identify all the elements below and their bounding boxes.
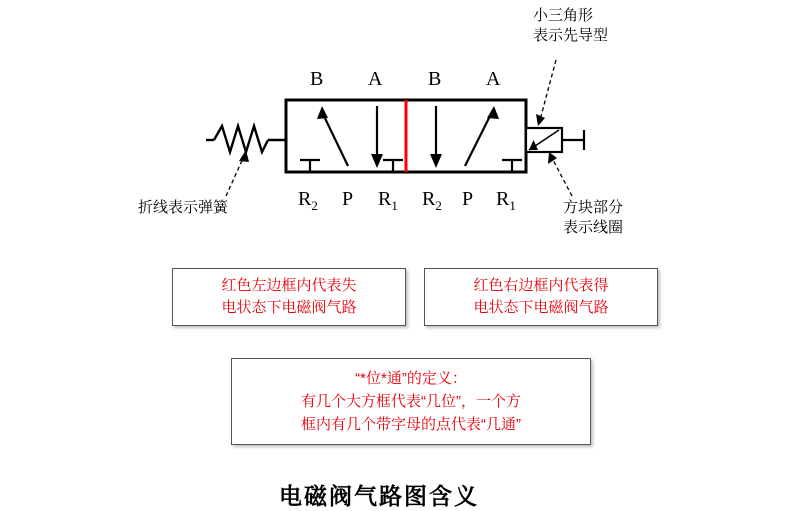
coil-note (563, 198, 623, 238)
pilot-note-line2: 表示先导型 (533, 27, 609, 44)
valve-label-top-3: B (428, 68, 442, 90)
pilot-note-leader (540, 60, 556, 120)
diagram-caption: 电磁阀气路图含义 (279, 483, 479, 509)
pilot-note-line1: 小三角形 (533, 7, 594, 24)
valve-label-bottom-right-1: $R_2$ (422, 188, 442, 213)
valve-label-bottom-left-2: P (342, 188, 354, 210)
valve-label-bottom-right-2: P (462, 188, 474, 210)
valve-label-top-1: B (310, 68, 324, 90)
spring-note: 折线表示弹簧 (138, 199, 229, 216)
left-state-box-line2: 电状态下电磁阀气路 (221, 299, 357, 316)
definition-box-line2: 有几个大方框代表“几位”，一个方 (301, 393, 521, 410)
valve-label-bottom-left-1: $R_2$ (298, 188, 318, 213)
valve-label-top-2: A (368, 68, 383, 90)
spring-zigzag (214, 126, 268, 152)
right-state-box-line2: 电状态下电磁阀气路 (473, 299, 609, 316)
coil-note-line1: 方块部分 (563, 199, 624, 216)
right-state-box (424, 268, 658, 326)
valve-label-bottom-right-3: $R_1$ (496, 188, 516, 213)
right-state-box-line1: 红色右边框内代表得 (473, 277, 609, 294)
coil-note-arrowhead (548, 152, 557, 164)
left-state-box-line1: 红色左边框内代表失 (221, 277, 357, 294)
valve-label-bottom-left-3: $R_1$ (378, 188, 398, 213)
left-state-box (172, 268, 406, 326)
valve-label-top-4: A (486, 68, 501, 90)
definition-box-line1: “*位*通”的定义： (355, 370, 467, 387)
spring-note-arrowhead (239, 150, 249, 162)
coil-note-line2: 表示线圈 (563, 219, 624, 236)
spring-note-leader (226, 156, 244, 196)
definition-box (231, 358, 591, 445)
coil-note-leader (552, 158, 572, 196)
pilot-note (533, 6, 608, 46)
definition-box-line3: 框内有几个带字母的点代表“几通” (301, 416, 521, 433)
